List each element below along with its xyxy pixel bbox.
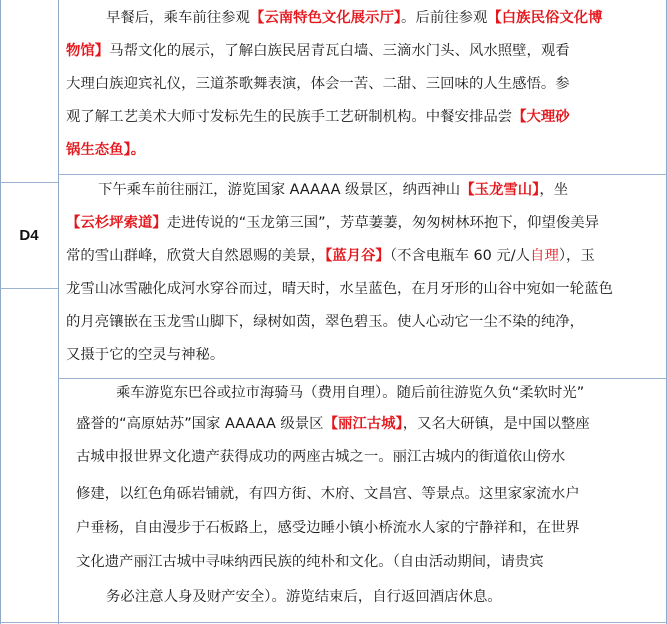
table-border-left xyxy=(0,0,1,624)
text: ，坐 xyxy=(539,182,569,198)
text: （不含电瓶车 60 元/人 xyxy=(389,248,531,264)
highlight-yunnan-hall: 【云南特色文化展示厅】 xyxy=(249,10,402,26)
text: 马帮文化的展示，了解白族民居青瓦白墙、三滴水门头、风水照壁，观看 xyxy=(109,43,570,59)
text: 务必注意人身及财产安全）。游览结束后，自行返回酒店休息。 xyxy=(106,589,502,605)
text: 古城申报世界文化遗产获得成功的两座古城之一。丽江古城内的街道依山傍水 xyxy=(76,449,566,465)
text: 龙雪山冰雪融化成河水穿谷而过，晴天时，水呈蓝色，在月牙形的山谷中宛如一轮蓝色 xyxy=(66,281,613,297)
text: 常的雪山群峰，欣赏大自然恩赐的美景， xyxy=(66,248,326,264)
self-pay-note: 自理 xyxy=(530,248,559,264)
text: 观了解工艺美术大师寸发标先生的民族手工艺研制机构。中餐安排品尝 xyxy=(66,109,513,125)
text: 又摄于它的空灵与神秘。 xyxy=(66,347,225,363)
row-line xyxy=(0,288,58,289)
text: 走进传说的“玉龙第三国”，芳草萋萋，匆匆树林环抱下，仰望俊美异 xyxy=(166,215,599,231)
text: 修建，以红色角砾岩铺就，有四方街、木府、文昌宫、等景点。这里家家流水户 xyxy=(76,486,580,502)
highlight-bai-museum-end: 物馆】 xyxy=(66,43,110,59)
afternoon-paragraph xyxy=(66,174,661,372)
highlight-yulong-snow-mountain: 【玉龙雪山】 xyxy=(460,182,540,198)
highlight-yunshanping-cableway: 【云杉坪索道】 xyxy=(66,215,167,231)
text: 下午乘车前往丽江，游览国家 AAAAA 级景区，纳西神山 xyxy=(98,182,461,198)
text: 文化遗产丽江古城中寻味纳西民族的纯朴和文化。（自由活动期间，请贵宾 xyxy=(76,554,544,570)
text: 盛誉的“高原姑苏”国家 AAAAA 级景区 xyxy=(76,416,324,432)
text: 。 xyxy=(130,142,146,158)
evening-paragraph xyxy=(66,378,661,614)
text: 的月亮镶嵌在玉龙雪山脚下，绿树如茵，翠色碧玉。使人心动它一尘不染的纯净， xyxy=(66,314,585,330)
text: 。后前往参观 xyxy=(401,10,488,26)
morning-paragraph xyxy=(66,2,661,167)
text: 大理白族迎宾礼仪，三道茶歌舞表演，体会一苦、二甜、三回味的人生感悟。参 xyxy=(66,76,570,92)
highlight-blue-moon-valley: 【蓝月谷】 xyxy=(325,248,390,264)
highlight-lijiang-old-town: 【丽江古城】 xyxy=(323,416,403,432)
highlight-bai-museum: 【白族民俗文化博 xyxy=(487,10,603,26)
text: ，又名大研镇，是中国以整座 xyxy=(402,416,590,432)
text: 乘车游览东巴谷或拉市海骑马（费用自理）。随后前往游览久负“柔软时光” xyxy=(116,385,585,401)
highlight-dali-fish-end: 锅生态鱼】 xyxy=(66,142,131,158)
text: 户垂杨，自由漫步于石板路上，感受边睡小镇小桥流水人家的宁静祥和，在世界 xyxy=(76,520,580,536)
text: 早餐后，乘车前往参观 xyxy=(106,10,250,26)
day-label: D4 xyxy=(19,226,39,244)
table-divider xyxy=(58,0,59,624)
highlight-dali-fish: 【大理砂 xyxy=(512,109,570,125)
text: ），玉 xyxy=(558,248,595,264)
table-border-bottom xyxy=(0,622,667,623)
